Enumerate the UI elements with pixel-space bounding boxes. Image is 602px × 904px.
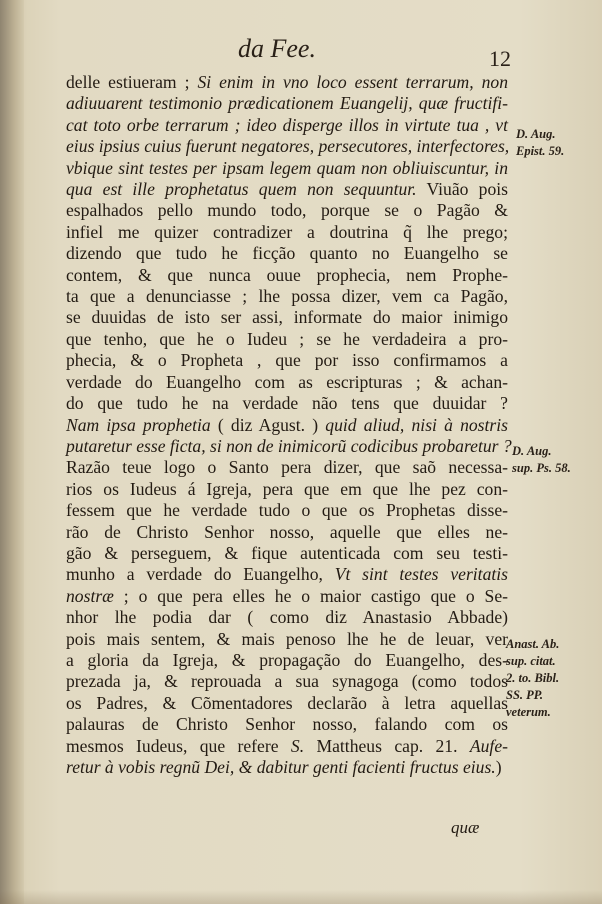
text-segment: ) bbox=[495, 757, 502, 777]
catchword: quæ bbox=[451, 818, 480, 837]
latin-quote-segment: nostræ bbox=[66, 585, 114, 606]
text-line bbox=[66, 650, 508, 671]
text-line bbox=[66, 372, 508, 393]
body-text bbox=[66, 72, 512, 778]
text-line bbox=[66, 72, 508, 93]
page-edge-shadow bbox=[0, 890, 602, 904]
latin-quote-segment: retur à vobis regnũ Dei, & dabitur genti facienti fructus eius. bbox=[66, 757, 496, 777]
binding-gutter bbox=[0, 0, 24, 904]
text-segment: rão de Christo Senhor nosso, aquelle que elles ne- bbox=[66, 521, 508, 542]
text-line bbox=[66, 757, 508, 778]
latin-quote-segment: qua est ille prophetatus quem non sequuntur. bbox=[66, 179, 417, 200]
text-line bbox=[66, 136, 508, 157]
text-segment: pois mais sentem, & mais penoso lhe he de leuar, ver bbox=[66, 628, 508, 649]
text-line bbox=[66, 179, 508, 200]
latin-quote-segment: Vt sint testes veritatis bbox=[334, 564, 508, 585]
text-segment: que tenho, que he o Iudeu ; se he verdadeira a pro- bbox=[66, 328, 508, 349]
marginal-note-3 bbox=[506, 636, 559, 721]
text-segment: rios os Iudeus á Igreja, pera que em que lhe pez con- bbox=[66, 478, 508, 499]
text-segment: verdade do Euangelho com as escripturas ; & achan- bbox=[66, 371, 508, 392]
text-line bbox=[66, 586, 508, 607]
marginal-line: Anast. Ab. bbox=[506, 637, 560, 651]
latin-quote-segment: Nam ipsa prophetia bbox=[66, 414, 211, 435]
text-line bbox=[66, 286, 508, 307]
text-line bbox=[66, 564, 508, 585]
text-line bbox=[66, 93, 508, 114]
text-line bbox=[66, 158, 508, 179]
text-line bbox=[66, 522, 508, 543]
text-segment: phecia, & o Propheta , que por isso confirmamos a bbox=[66, 350, 508, 371]
text-line bbox=[66, 435, 512, 457]
latin-quote-segment: Aufe- bbox=[469, 735, 508, 756]
text-segment: nhor lhe podia dar ( como diz Anastasio Abbade) bbox=[66, 607, 508, 628]
text-line bbox=[66, 543, 508, 564]
text-segment: do que tudo he na verdade não tens que duuidar ? bbox=[66, 393, 508, 414]
text-segment: infiel me quizer contradizer a doutrina q̃ lhe prego; bbox=[66, 221, 508, 242]
text-line bbox=[66, 607, 508, 628]
text-line bbox=[66, 457, 508, 478]
latin-quote-segment: putaretur esse ficta, si non de inimicorũ codicibus probaretur ? bbox=[66, 435, 512, 456]
text-line bbox=[66, 415, 508, 436]
text-line bbox=[66, 671, 508, 692]
marginal-line: veterum. bbox=[506, 705, 551, 719]
latin-quote-segment: Si enim in vno loco essent terrarum, non bbox=[197, 72, 508, 92]
text-segment: dizendo que tudo he ficção quanto no Euangelho se bbox=[66, 243, 508, 264]
text-segment: mesmos Iudeus, que refere bbox=[66, 735, 291, 756]
page-number: 12 bbox=[489, 46, 511, 71]
marginal-line: 2. to. Bibl. bbox=[506, 671, 560, 685]
text-segment: palauras de Christo Senhor nosso, falando com os bbox=[66, 714, 508, 735]
text-line bbox=[66, 479, 508, 500]
running-head: da Fee. bbox=[238, 34, 316, 63]
marginal-note-1 bbox=[516, 126, 564, 160]
text-segment: gão & perseguem, & fique autenticada com seu testi- bbox=[66, 542, 508, 563]
text-segment: Mattheus cap. 21. bbox=[304, 735, 470, 756]
marginal-line: sup. citat. bbox=[506, 654, 556, 668]
text-segment: ; o que pera elles he o maior castigo que o Se- bbox=[113, 585, 508, 606]
text-line bbox=[66, 329, 508, 350]
text-segment: ta que a denunciasse ; lhe possa dizer, vem ca Pagão, bbox=[66, 286, 508, 307]
text-line bbox=[66, 500, 508, 521]
text-segment: espalhados pello mundo todo, porque se o Pagão & bbox=[66, 200, 508, 221]
marginal-line: Epist. 59. bbox=[516, 144, 565, 158]
text-line bbox=[66, 307, 508, 328]
text-segment: fessem que he verdade tudo o que os Prophetas disse- bbox=[66, 500, 508, 521]
text-line bbox=[66, 693, 508, 714]
text-line bbox=[66, 243, 508, 264]
text-segment: prezada ja, & reprouada a sua synagoga (como todos bbox=[66, 671, 508, 692]
text-line bbox=[66, 629, 508, 650]
latin-quote-segment: S. bbox=[290, 735, 305, 756]
latin-quote-segment: cat toto orbe terrarum ; ideo disperge illos in virtute tua , vt bbox=[66, 114, 508, 135]
text-line bbox=[66, 265, 508, 286]
latin-quote-segment: vbique sint testes per ipsam legem quam non obliuiscuntur, in bbox=[66, 157, 508, 178]
text-line bbox=[66, 200, 508, 221]
text-line bbox=[66, 714, 508, 735]
marginal-line: SS. PP. bbox=[506, 688, 543, 702]
marginal-line: D. Aug. bbox=[516, 127, 556, 141]
text-line bbox=[66, 222, 508, 243]
text-segment: ( diz Agust. ) bbox=[210, 414, 326, 435]
text-segment: Viuão pois bbox=[416, 179, 509, 200]
text-segment: munho a verdade do Euangelho, bbox=[66, 564, 335, 585]
text-segment: Razão teue logo o Santo pera dizer, que saõ necessa- bbox=[66, 457, 508, 478]
marginal-line: D. Aug. bbox=[512, 444, 552, 458]
text-line bbox=[66, 736, 508, 757]
text-segment: se duuidas de isto ser assi, informate do maior inimigo bbox=[66, 307, 508, 328]
latin-quote-segment: eius ipsius cuius fuerunt negatores, persecutores, interfectores, bbox=[66, 136, 510, 157]
latin-quote-segment: quid aliud, nisi à nostris bbox=[325, 414, 508, 435]
text-segment: contem, & que nunca ouue prophecia, nem Prophe- bbox=[66, 264, 508, 285]
text-segment: os Padres, & Cõmentadores declarão à letra aquellas bbox=[66, 692, 508, 713]
text-line bbox=[66, 350, 508, 371]
marginal-note-2 bbox=[512, 443, 571, 477]
text-segment: delle estiueram ; bbox=[66, 72, 198, 92]
marginal-line: sup. Ps. 58. bbox=[512, 461, 571, 475]
text-line bbox=[66, 115, 508, 136]
latin-quote-segment: adiuuarent testimonio prædicationem Euangelij, quæ fructifi- bbox=[66, 93, 508, 114]
text-line bbox=[66, 393, 508, 414]
text-segment: a gloria da Igreja, & propagação do Euangelho, des- bbox=[66, 649, 508, 670]
